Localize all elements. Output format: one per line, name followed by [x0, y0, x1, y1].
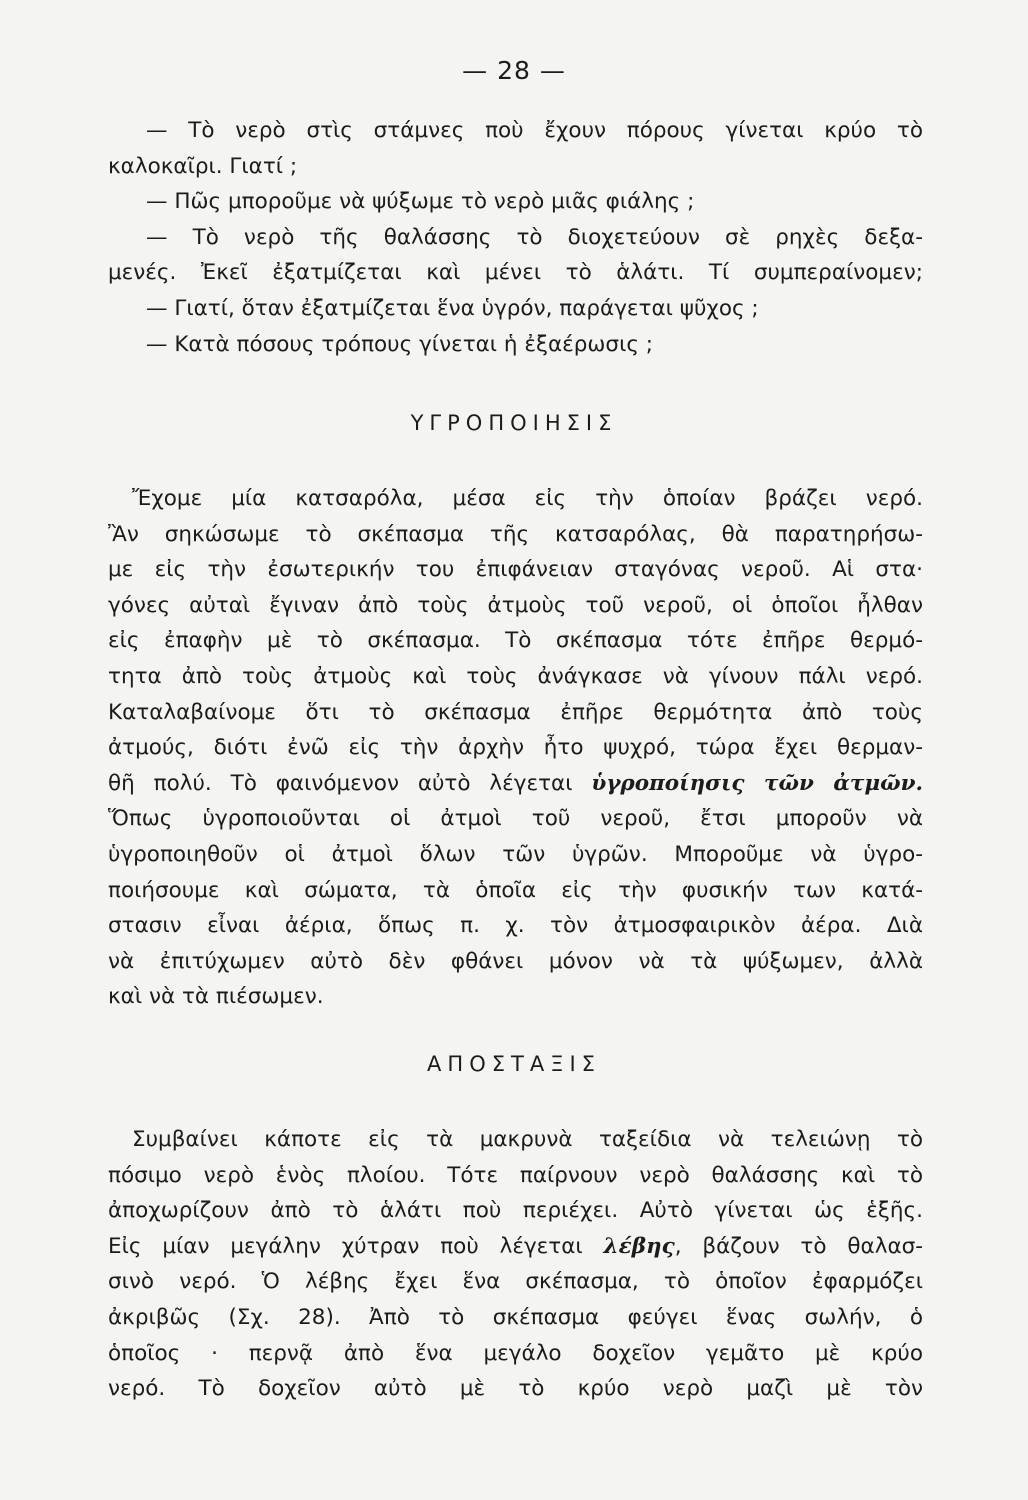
question-5: — Κατὰ πόσους τρόπους γίνεται ἡ ἐξαέρωσις ; [146, 331, 654, 357]
question-3-line-1: — Τὸ νερὸ τῆς θαλάσσης τὸ διοχετεύουν σὲ ρηχὲς δεξα- [146, 224, 923, 250]
review-questions [108, 113, 923, 362]
paragraph-line: στασιν εἶναι ἀέρια, ὅπως π. χ. τὸν ἀτμοσφαιρικὸν ἀέρα. Διὰ [108, 913, 923, 939]
paragraph-line: καὶ νὰ τὰ πιέσωμεν. [108, 984, 324, 1010]
paragraph-line: Καταλαβαίνομε ὅτι τὸ σκέπασμα ἐπῆρε θερμότητα ἀπὸ τοὺς [108, 699, 923, 725]
paragraph-line: Ἔχομε μία κατσαρόλα, μέσα εἰς τὴν ὁποίαν βράζει νερό. [132, 486, 923, 511]
paragraph-line: Ὅπως ὑγροποιοῦνται οἱ ἀτμοὶ τοῦ νεροῦ, ἔτσι μποροῦν νὰ [108, 806, 923, 832]
paragraph-line: ἀτμούς, διότι ἐνῶ εἰς τὴν ἀρχὴν ἦτο ψυχρό, τώρα ἔχει θερμαν- [108, 735, 923, 761]
paragraph-line: με εἰς τὴν ἐσωτερικήν του ἐπιφάνειαν σταγόνας νεροῦ. Αἱ στα· [108, 557, 923, 583]
section-heading-condensation: ΥΓΡΟΠΟΙΗΣΙΣ [410, 411, 618, 435]
question-2: — Πῶς μποροῦμε νὰ ψύξωμε τὸ νερὸ μιᾶς φιάλης ; [146, 189, 695, 215]
paragraph-line: ποιήσουμε καὶ σώματα, τὰ ὁποῖα εἰς τὴν φυσικήν των κατά- [108, 877, 923, 903]
section-heading-distillation: ΑΠΟΣΤΑΞΙΣ [427, 1052, 601, 1076]
paragraph-line: γόνες αὐταὶ ἔγιναν ἀπὸ τοὺς ἀτμοὺς τοῦ νεροῦ, οἱ ὁποῖοι ἦλθαν [108, 592, 923, 618]
paragraph-line: ὑγροποιηθοῦν οἱ ἀτμοὶ ὅλων τῶν ὑγρῶν. Μποροῦμε νὰ ὑγρο- [108, 841, 923, 867]
paragraph-line: σινὸ νερό. Ὁ λέβης ἔχει ἕνα σκέπασμα, τὸ ὁποῖον ἐφαρμόζει [108, 1269, 923, 1295]
paragraph-line-with-term [108, 1229, 923, 1265]
key-term-condensation: ὑγροποίησις τῶν ἀτμῶν. [591, 770, 923, 796]
question-4: — Γιατί, ὅταν ἐξατμίζεται ἕνα ὑγρόν, παράγεται ψῦχος ; [146, 295, 759, 321]
paragraph-line: εἰς ἐπαφὴν μὲ τὸ σκέπασμα. Τὸ σκέπασμα τότε ἐπῆρε θερμό- [108, 628, 923, 654]
condensation-paragraph [108, 481, 923, 1015]
paragraph-line: ὁποῖος · περνᾷ ἀπὸ ἕνα μεγάλο δοχεῖον γεμᾶτο μὲ κρύο [108, 1340, 923, 1366]
paragraph-text: Εἰς μίαν μεγάλην χύτραν ποὺ λέγεται [108, 1233, 604, 1259]
question-3-line-2: μενές. Ἐκεῖ ἐξατμίζεται καὶ μένει τὸ ἁλάτι. Τί συμπεραίνομεν; [108, 260, 923, 286]
page-number: — 28 — [462, 56, 566, 85]
paragraph-line: τητα ἀπὸ τοὺς ἀτμοὺς καὶ τοὺς ἀνάγκασε νὰ γίνουν πάλι νερό. [108, 663, 923, 689]
paragraph-line: ἀποχωρίζουν ἀπὸ τὸ ἁλάτι ποὺ περιέχει. Αὐτὸ γίνεται ὡς ἑξῆς. [108, 1198, 923, 1224]
distillation-paragraph [108, 1122, 923, 1407]
paragraph-line: πόσιμο νερὸ ἑνὸς πλοίου. Τότε παίρνουν νερὸ θαλάσσης καὶ τὸ [108, 1162, 923, 1188]
paragraph-line-with-term [108, 766, 923, 802]
paragraph-text: θῆ πολύ. Τὸ φαινόμενον αὐτὸ λέγεται [108, 770, 592, 796]
key-term-boiler: λέβης [603, 1233, 675, 1259]
paragraph-line: Ἂν σηκώσωμε τὸ σκέπασμα τῆς κατσαρόλας, θὰ παρατηρήσω- [108, 521, 923, 547]
paragraph-line: νερό. Τὸ δοχεῖον αὐτὸ μὲ τὸ κρύο νερὸ μαζὶ μὲ τὸν [108, 1376, 923, 1402]
paragraph-line: ἀκριβῶς (Σχ. 28). Ἀπὸ τὸ σκέπασμα φεύγει ἕνας σωλήν, ὁ [108, 1304, 923, 1330]
question-1-line-2: καλοκαῖρι. Γιατί ; [108, 153, 298, 179]
paragraph-line: Συμβαίνει κάποτε εἰς τὰ μακρυνὰ ταξείδια νὰ τελειώνῃ τὸ [132, 1127, 923, 1152]
paragraph-line: νὰ ἐπιτύχωμεν αὐτὸ δὲν φθάνει μόνον νὰ τὰ ψύξωμεν, ἀλλὰ [108, 948, 923, 974]
question-1-line-1: — Τὸ νερὸ στὶς στάμνες ποὺ ἔχουν πόρους γίνεται κρύο τὸ [146, 118, 923, 143]
paragraph-text: , βάζουν τὸ θαλασ- [674, 1233, 923, 1259]
